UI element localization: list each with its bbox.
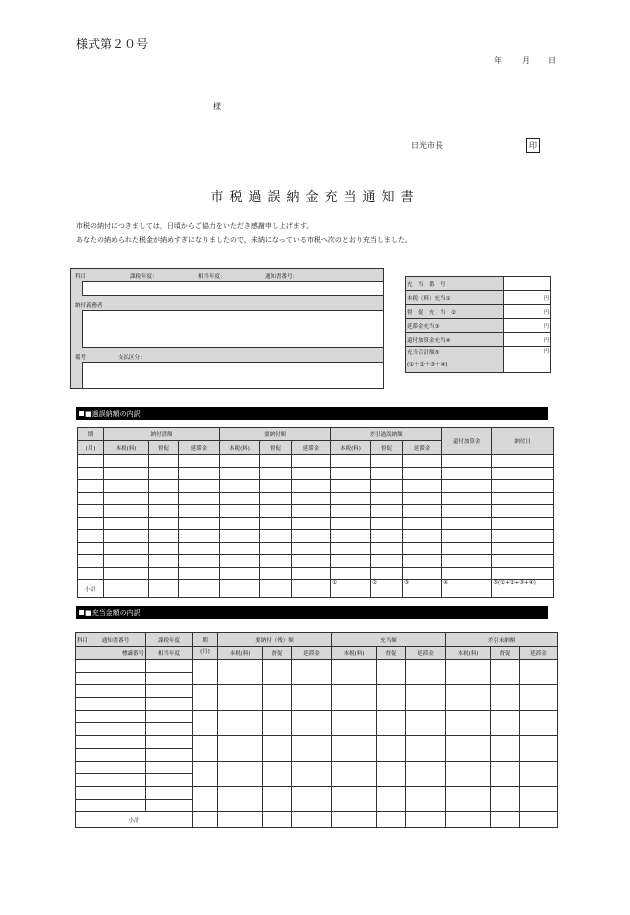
t2-group-allocated: 充当額 — [332, 633, 446, 647]
addressee-sama: 様 — [213, 102, 221, 111]
summary-value-1: 円 — [504, 291, 551, 305]
summary-label-1: 本税（料）充当① — [406, 291, 504, 305]
t1-mark-3: ③ — [403, 580, 442, 598]
allocation-table — [75, 632, 558, 828]
summary-value-4: 円 — [504, 333, 551, 347]
t1-nofubi: 納付日 — [492, 428, 554, 455]
t2-ki: 期 — [193, 633, 218, 647]
section-bar-overpayment — [76, 407, 548, 420]
kamoku-label: 科目 — [75, 274, 87, 280]
t1-sub-tokusoku-1: 督促 — [149, 441, 179, 455]
t2-soto: 相当年度 — [146, 647, 193, 660]
date-month: 月 — [522, 56, 530, 65]
t2-row — [76, 786, 558, 799]
t2-kazei: 課税年度 — [146, 633, 193, 647]
t2-sub-entai-2: 延滞金 — [406, 647, 446, 660]
t2-tsuki: (月) — [193, 647, 218, 660]
t2-group-remaining: 要納付（残）額 — [218, 633, 332, 647]
t2-sub-tokusoku-3: 督促 — [491, 647, 520, 660]
t1-sub-entai-3: 延滞金 — [403, 441, 442, 455]
t1-row — [78, 555, 554, 568]
t1-mark-1: ① — [331, 580, 371, 598]
summary-table — [405, 276, 551, 373]
t1-row — [78, 505, 554, 518]
t2-sub-honzei-3: 本税(料) — [446, 647, 491, 660]
t2-row — [76, 710, 558, 723]
page-title: 市税過誤納金充当通知書 — [210, 190, 420, 205]
t1-kanpu: 還付加算金 — [442, 428, 492, 455]
taxpayer-label: 納付義務者 — [75, 303, 103, 309]
section1-title: ■過誤納額の内訳 — [85, 410, 141, 418]
t2-choteki: 標識番号 — [76, 647, 146, 660]
t2-row — [76, 685, 558, 698]
section-bar-allocation — [76, 606, 548, 619]
t1-sub-honzei-3: 本税(料) — [331, 441, 371, 455]
t1-shokei: 小計 — [78, 580, 104, 598]
t1-mark-2: ② — [371, 580, 403, 598]
summary-formula: (①＋②＋③＋④) — [407, 362, 448, 368]
summary-value-3: 円 — [504, 319, 551, 333]
t1-mark-5: ⑤(①+②+③+④) — [492, 580, 554, 598]
t1-group-paid: 納付済額 — [104, 428, 220, 441]
soto-nendo-label: 相当年度： — [198, 274, 226, 280]
shiharai-label: 支払区分： — [118, 355, 146, 361]
summary-value-5: 円 — [504, 347, 551, 373]
t1-tsuki: (月) — [78, 441, 104, 455]
form-number: 様式第２０号 — [76, 37, 149, 51]
t2-kamoku-cell — [76, 633, 146, 647]
summary-label-3: 延滞金充当③ — [406, 319, 504, 333]
summary-label-5: 充当合計額⑤ — [407, 350, 440, 356]
t2-sub-honzei-1: 本税(料) — [218, 647, 263, 660]
t2-shokei: 小計 — [76, 812, 193, 828]
seal-stamp: 印 — [526, 138, 540, 153]
summary-value-2: 円 — [504, 305, 551, 319]
t2-sub-honzei-2: 本税(料) — [332, 647, 377, 660]
t1-row — [78, 567, 554, 580]
summary-label-2: 督 促 充 当 ② — [406, 305, 504, 319]
t2-row — [76, 761, 558, 774]
t2-tsuchisho: 通知書番号 — [101, 637, 130, 644]
kamoku-field — [82, 281, 384, 296]
section2-title: ■充当金額の内訳 — [85, 609, 141, 617]
biko-field — [82, 362, 384, 389]
t1-mark-4: ④ — [442, 580, 492, 598]
t1-sub-honzei-1: 本税(料) — [104, 441, 149, 455]
t1-row — [78, 542, 554, 555]
t1-sub-tokusoku-2: 督促 — [260, 441, 292, 455]
t1-sub-entai-1: 延滞金 — [179, 441, 220, 455]
intro-line-1: 市税の納付につきましては，日頃からご協力をいただき感謝申し上げます。 — [76, 222, 314, 230]
summary-label-4: 還付加算金充当④ — [406, 333, 504, 347]
biko-label: 備考 — [75, 355, 87, 361]
t1-row — [78, 492, 554, 505]
t1-ki: 期 — [78, 428, 104, 441]
t2-row — [76, 736, 558, 749]
t2-group-unpaid: 差引未納額 — [446, 633, 558, 647]
t2-kamoku: 科目 — [77, 637, 89, 644]
t1-row — [78, 467, 554, 480]
intro-line-2: あなたの納められた税金が納めすぎになりましたので，未納になっている市税へ次のとおり充当しました。 — [76, 236, 412, 244]
t1-sub-tokusoku-3: 督促 — [371, 441, 403, 455]
t1-group-overpaid: 差引過誤納額 — [331, 428, 442, 441]
summary-value-0 — [504, 277, 551, 291]
t1-row — [78, 455, 554, 468]
date-year: 年 — [494, 56, 502, 65]
t1-group-required: 要納付額 — [220, 428, 331, 441]
overpayment-table — [77, 427, 554, 598]
summary-label-0: 充 当 番 号 — [406, 277, 504, 291]
t1-sub-entai-2: 延滞金 — [292, 441, 331, 455]
tsuchisho-label: 通知書番号： — [265, 274, 299, 280]
t2-sub-tokusoku-2: 督促 — [377, 647, 406, 660]
date-day: 日 — [548, 56, 556, 65]
t2-row — [76, 660, 558, 673]
t1-row — [78, 480, 554, 493]
t1-row — [78, 530, 554, 543]
t2-sub-entai-1: 延滞金 — [292, 647, 332, 660]
mayor-name: 日光市長 — [411, 141, 443, 150]
t2-sub-tokusoku-1: 督促 — [263, 647, 292, 660]
kazei-nendo-label: 課税年度： — [130, 274, 158, 280]
taxpayer-field — [82, 310, 384, 348]
t1-sub-honzei-2: 本税(料) — [220, 441, 260, 455]
t2-sub-entai-3: 延滞金 — [520, 647, 558, 660]
t1-row — [78, 517, 554, 530]
